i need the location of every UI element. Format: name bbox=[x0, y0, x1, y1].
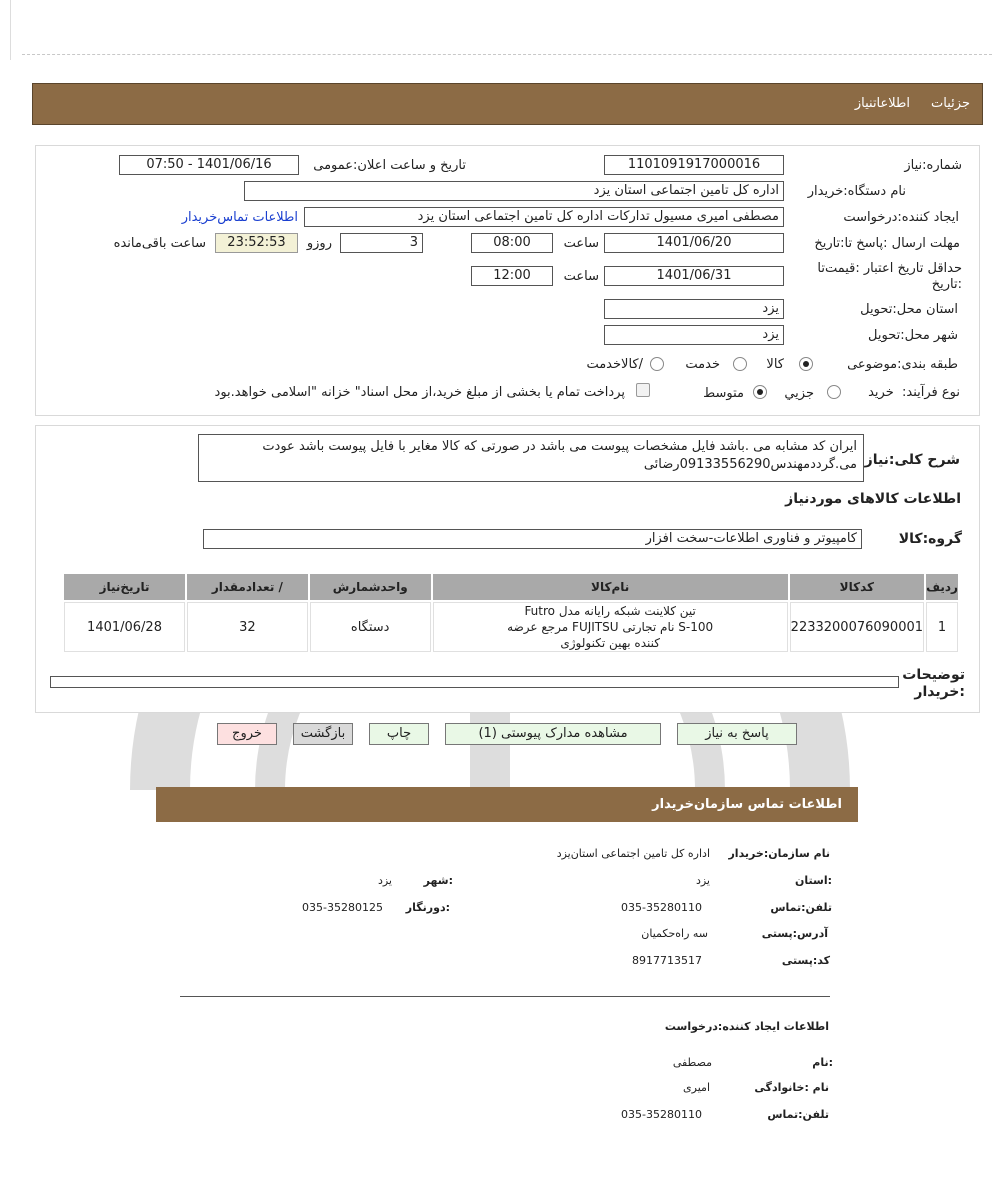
contact-city: یزد bbox=[377, 874, 392, 887]
creator-label: ایجاد کننده:درخواست bbox=[843, 210, 959, 225]
deadline-label: مهلت ارسال :پاسخ تا:تاریخ bbox=[814, 236, 960, 251]
col-date: تاریخ‌نیاز bbox=[64, 574, 185, 600]
goods-section-title: اطلاعات کالاهای موردنیاز bbox=[785, 491, 961, 507]
validity-date-field: 1401/06/31 bbox=[604, 266, 784, 286]
need-number-label: شماره:نیاز bbox=[904, 158, 962, 173]
contact-postal-label: کد:پستی bbox=[781, 954, 830, 967]
deadline-time-label: ساعت bbox=[563, 236, 599, 251]
col-code: کدکالا bbox=[790, 574, 924, 600]
remaining-label: ساعت باقی‌مانده bbox=[113, 236, 206, 251]
cell-unit: دستگاه bbox=[310, 602, 431, 652]
creator-family-label: نام :خانوادگی bbox=[754, 1081, 829, 1094]
table-row bbox=[64, 602, 958, 652]
cell-name-line1: تین کلاینت شبکه رایانه مدل Futro bbox=[524, 604, 696, 618]
announce-label: تاریخ و ساعت اعلان:عمومی bbox=[313, 158, 466, 173]
creator-field: مصطفی امیری مسیول تدارکات اداره کل تامین اجتماعی استان یزد bbox=[304, 207, 784, 227]
contact-address: سه راه‌حکمیان bbox=[641, 927, 708, 940]
creator-name: مصطفی bbox=[672, 1056, 712, 1069]
process-small-radio[interactable] bbox=[827, 385, 841, 399]
goods-table bbox=[62, 572, 960, 654]
contact-header-bar bbox=[156, 787, 858, 822]
contact-postal: 8917713517 bbox=[632, 954, 702, 967]
process-label bbox=[868, 385, 960, 400]
deadline-date-field: 1401/06/20 bbox=[604, 233, 784, 253]
category-service-label: خدمت bbox=[685, 357, 720, 372]
col-name: نام‌کالا bbox=[433, 574, 788, 600]
treasury-note: پرداخت تمام یا بخشی از مبلغ خرید،از محل اسناد" خزانه "اسلامی خواهد.بود bbox=[214, 385, 625, 400]
col-row: ردیف bbox=[926, 574, 958, 600]
dotted-separator bbox=[22, 54, 992, 55]
need-number-field: 1101091917000016 bbox=[604, 155, 784, 175]
buyer-field: اداره کل تامین اجتماعی استان یزد bbox=[244, 181, 784, 201]
province-field: یزد bbox=[604, 299, 784, 319]
contact-fax-label: :دورنگار bbox=[405, 901, 450, 914]
category-goods-radio[interactable] bbox=[799, 357, 813, 371]
col-unit: واحدشمارش bbox=[310, 574, 431, 600]
contact-province-label: :استان bbox=[795, 874, 832, 887]
validity-time-label: ساعت bbox=[563, 269, 599, 284]
process-label-text: نوع فرآیند: bbox=[902, 385, 960, 400]
category-service-radio[interactable] bbox=[733, 357, 747, 371]
contact-org: اداره کل تامین اجتماعی استان‌یزد bbox=[556, 847, 710, 860]
process-small-label: جزيي bbox=[784, 386, 814, 401]
col-qty: / تعدادمقدار bbox=[187, 574, 308, 600]
contact-org-label: نام سازمان:خریدار bbox=[728, 847, 830, 860]
buyer-contact-link[interactable]: اطلاعات تماس‌خریدار bbox=[181, 210, 298, 225]
creator-family: امیری bbox=[683, 1081, 710, 1094]
cell-name-line3: کننده بهین تکنولوژی bbox=[560, 636, 660, 650]
contact-divider bbox=[180, 996, 830, 997]
treasury-checkbox[interactable] bbox=[636, 383, 650, 397]
process-medium-radio[interactable] bbox=[753, 385, 767, 399]
category-goods-label: کالا bbox=[766, 357, 784, 372]
contact-city-label: :شهر bbox=[423, 874, 453, 887]
cell-qty: 32 bbox=[187, 602, 308, 652]
days-label: روزو bbox=[306, 236, 332, 251]
contact-address-label: آدرس:پستی bbox=[761, 927, 828, 940]
buyer-notes-field bbox=[50, 676, 899, 688]
creator-info-title: اطلاعات ایجاد کننده:درخواست bbox=[664, 1020, 829, 1033]
goods-group-field: کامپیوتر و فناوری اطلاعات-سخت افزار bbox=[203, 529, 862, 549]
back-button[interactable]: بازگشت bbox=[293, 723, 353, 745]
cell-name bbox=[433, 602, 788, 652]
exit-button[interactable]: خروج bbox=[217, 723, 277, 745]
days-field bbox=[340, 233, 423, 253]
creator-name-label: :نام bbox=[812, 1056, 833, 1069]
goods-group-label: گروه:کالا bbox=[898, 531, 962, 547]
summary-text: ایران کد مشابه می .باشد فایل مشخصات پیوست می باشد در صورتی که کالا مغایر با فایل پیوست باشد عودت می.گرددمهندس09133556290رضائی bbox=[198, 434, 864, 482]
header-bar bbox=[32, 83, 983, 125]
contact-province: یزد bbox=[695, 874, 710, 887]
reply-button[interactable]: پاسخ به نیاز bbox=[677, 723, 797, 745]
print-button[interactable]: چاپ bbox=[369, 723, 429, 745]
city-field: یزد bbox=[604, 325, 784, 345]
creator-phone-label: تلفن:تماس bbox=[767, 1108, 829, 1121]
buyer-label: نام دستگاه:خریدار bbox=[807, 184, 906, 199]
category-both-radio[interactable] bbox=[650, 357, 664, 371]
validity-time-field: 12:00 bbox=[471, 266, 553, 286]
city-label: شهر محل:تحویل bbox=[868, 328, 958, 343]
left-edge-line bbox=[10, 0, 11, 60]
validity-label: حداقل تاریخ اعتبار :قیمت‌تا :تاریخ bbox=[817, 261, 962, 292]
header-need-info[interactable]: اطلاعاتنیاز bbox=[854, 96, 910, 111]
category-label: طبقه بندی:موضوعی bbox=[847, 357, 958, 372]
category-both-label: /کالاخدمت bbox=[586, 357, 643, 372]
contact-phone: 035-35280110 bbox=[621, 901, 702, 914]
deadline-time-field: 08:00 bbox=[471, 233, 553, 253]
days-value: 3 bbox=[409, 235, 418, 250]
cell-code: 2233200076090001 bbox=[790, 602, 924, 652]
remaining-time-field: 23:52:53 bbox=[215, 233, 298, 253]
goods-table-header bbox=[64, 574, 958, 600]
creator-phone: 035-35280110 bbox=[621, 1108, 702, 1121]
cell-date: 1401/06/28 bbox=[64, 602, 185, 652]
announce-field: 1401/06/16 - 07:50 bbox=[119, 155, 299, 175]
contact-title: اطلاعات تماس سازمان‌خریدار bbox=[652, 797, 842, 812]
contact-phone-label: تلفن:تماس bbox=[770, 901, 832, 914]
province-label: استان محل:تحویل bbox=[860, 302, 958, 317]
buyer-notes-label: توضیحات :خریدار bbox=[902, 667, 965, 700]
cell-row: 1 bbox=[926, 602, 958, 652]
process-medium-label: متوسط bbox=[703, 386, 744, 401]
cell-name-line2: S-100 نام تجارتی FUJITSU مرجع عرضه bbox=[507, 620, 714, 634]
process-buy-text: خرید bbox=[868, 385, 894, 400]
view-attachments-button[interactable]: مشاهده مدارک پیوستی (1) bbox=[445, 723, 661, 745]
summary-label: شرح کلی:نیاز bbox=[864, 452, 960, 468]
header-details[interactable]: جزئیات bbox=[931, 96, 970, 111]
contact-fax: 035-35280125 bbox=[302, 901, 383, 914]
